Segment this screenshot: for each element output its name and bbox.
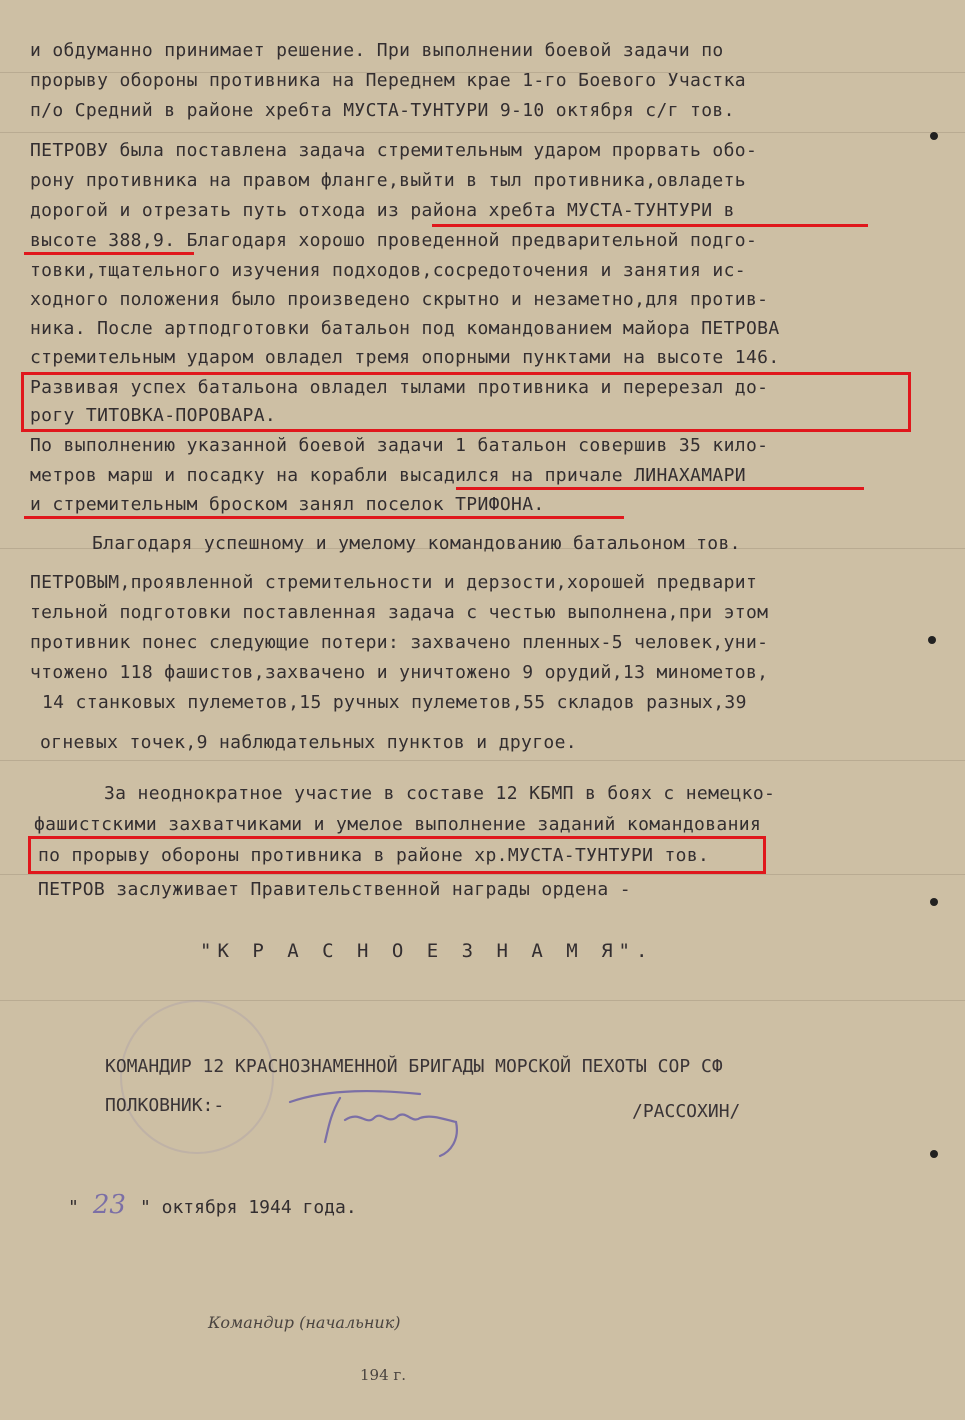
text-line: рону противника на правом фланге,выйти в тыл противника,овладеть [30, 170, 746, 191]
text-line: рогу ТИТОВКА-ПОРОВАРА. [30, 405, 277, 426]
text-line: ПЕТРОВУ была поставлена задача стремительным ударом прорвать обо- [30, 140, 758, 161]
text-line: и стремительным броском занял поселок ТРИФОНА. [30, 494, 545, 515]
signatory-title: КОМАНДИР 12 КРАСНОЗНАМЕННОЙ БРИГАДЫ МОРСКОЙ ПЕХОТЫ СОР СФ [105, 1056, 723, 1077]
red-underline [24, 252, 194, 255]
form-label: Командир (начальник) [208, 1313, 401, 1332]
ruled-line [0, 874, 965, 875]
text-line: и обдуманно принимает решение. При выполнении боевой задачи по [30, 40, 724, 61]
text-line: ходного положения было произведено скрытно и незаметно,для против- [30, 289, 769, 310]
text-line: противник понес следующие потери: захвачено пленных-5 человек,уни- [30, 632, 769, 653]
text-line: тельной подготовки поставленная задача с честью выполнена,при этом [30, 602, 769, 623]
binding-hole [930, 898, 938, 906]
document-date [68, 1190, 357, 1220]
text-line: высоте 388,9. Благодаря хорошо проведенной предварительной подго- [30, 230, 758, 251]
ruled-line [0, 132, 965, 133]
ruled-line [0, 1000, 965, 1001]
signatory-name: /РАССОХИН/ [632, 1101, 741, 1122]
text-line: фашистскими захватчиками и умелое выполнение заданий командования [34, 814, 762, 835]
date-rest: октября 1944 года. [161, 1197, 357, 1218]
binding-hole [930, 1150, 938, 1158]
text-line: чтожено 118 фашистов,захвачено и уничтожено 9 орудий,13 минометов, [30, 662, 769, 683]
ruled-line [0, 760, 965, 761]
text-line: стремительным ударом овладел тремя опорными пунктами на высоте 146. [30, 347, 780, 368]
date-day: 23 [92, 1190, 126, 1220]
text-line: по прорыву обороны противника в районе хр.МУСТА-ТУНТУРИ тов. [38, 845, 710, 866]
highlight-box [28, 836, 766, 874]
text-line: огневых точек,9 наблюдательных пунктов и другое. [40, 732, 577, 753]
text-line: ПЕТРОВ заслуживает Правительственной награды ордена - [38, 879, 631, 900]
seal-stamp [120, 1000, 274, 1154]
text-line: товки,тщательного изучения подходов,сосредоточения и занятия ис- [30, 260, 746, 281]
red-underline [432, 224, 868, 227]
red-underline [456, 487, 864, 490]
highlight-box [21, 372, 911, 432]
award-name: "К Р А С Н О Е З Н А М Я". [200, 940, 654, 962]
date-open-quote: " [68, 1197, 79, 1218]
date-close-quote: " [139, 1197, 151, 1218]
red-underline [24, 516, 624, 519]
form-year: 194 г. [360, 1366, 407, 1384]
text-line: ПЕТРОВЫМ,проявленной стремительности и дерзости,хорошей предварит [30, 572, 758, 593]
text-line: прорыву обороны противника на Переднем крае 1-го Боевого Участка [30, 70, 746, 91]
text-line: За неоднократное участие в составе 12 КБМП в боях с немецко- [104, 783, 776, 804]
signatory-rank: ПОЛКОВНИК:- [105, 1095, 225, 1116]
binding-hole [930, 132, 938, 140]
text-line: Благодаря успешному и умелому командованию батальоном тов. [92, 533, 741, 554]
text-line: метров марш и посадку на корабли высадился на причале ЛИНАХАМАРИ [30, 465, 746, 486]
text-line: 14 станковых пулеметов,15 ручных пулеметов,55 складов разных,39 [42, 692, 747, 713]
text-line: ника. После артподготовки батальон под командованием майора ПЕТРОВА [30, 318, 780, 339]
text-line: Развивая успех батальона овладел тылами противника и перерезал до- [30, 377, 769, 398]
text-line: По выполнению указанной боевой задачи 1 батальон совершив 35 кило- [30, 435, 769, 456]
handwritten-signature [270, 1080, 490, 1160]
text-line: дорогой и отрезать путь отхода из района хребта МУСТА-ТУНТУРИ в [30, 200, 735, 221]
binding-hole [928, 636, 936, 644]
text-line: п/о Средний в районе хребта МУСТА-ТУНТУРИ 9-10 октября с/г тов. [30, 100, 735, 121]
